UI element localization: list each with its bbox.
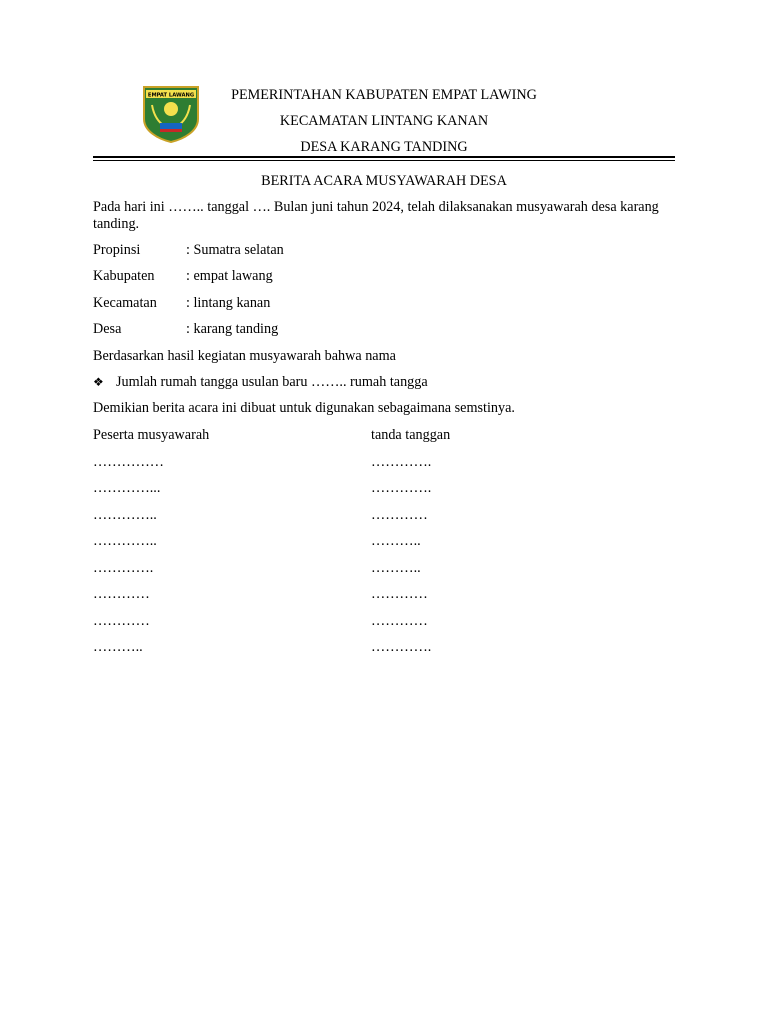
signature-line: …………. [371,480,432,496]
bullet-item: Jumlah rumah tangga usulan baru …….. rumah tangga [116,374,428,390]
field-value-province: : Sumatra selatan [186,242,284,258]
participant-line: ……….. [93,639,143,655]
intro-paragraph: Pada hari ini …….. tanggal …. Bulan juni tahun 2024, telah dilaksanakan musyawarah desa karang tanding. [93,199,659,232]
field-label-village: Desa [93,321,122,337]
closing-statement: Demikian berita acara ini dibuat untuk digunakan sebagaimana semstinya. [93,400,515,416]
field-label-district: Kecamatan [93,295,157,311]
logo-text: EMPAT LAWANG [147,92,195,99]
participant-line: ………… [93,586,150,602]
header-rule-thick [93,156,675,158]
field-value-regency: : empat lawang [186,268,273,284]
participant-line: …………… [93,454,164,470]
signature-line: ……….. [371,533,421,549]
signature-line: ………… [371,507,428,523]
header-district: KECAMATAN LINTANG KANAN [279,113,489,129]
header-village: DESA KARANG TANDING [300,139,468,155]
signature-line: ……….. [371,560,421,576]
participant-line: ………… [93,613,150,629]
signature-line: …………. [371,454,432,470]
participant-line: ………….. [93,533,157,549]
field-label-regency: Kabupaten [93,268,155,284]
basis-statement: Berdasarkan hasil kegiatan musyawarah bahwa nama [93,348,396,364]
signature-line: …………. [371,639,432,655]
field-value-village: : karang tanding [186,321,279,337]
field-value-district: : lintang kanan [186,295,271,311]
participant-line: ………….. [93,507,157,523]
participant-line: …………... [93,480,161,496]
participants-header: Peserta musyawarah [93,427,210,443]
signature-line: ………… [371,586,428,602]
diamond-bullet-icon: ❖ [93,375,104,389]
field-label-province: Propinsi [93,242,141,258]
signature-header: tanda tanggan [371,427,451,443]
participant-line: …………. [93,560,154,576]
document-title: BERITA ACARA MUSYAWARAH DESA [261,173,507,189]
header-rule-thin [93,160,675,161]
header-government: PEMERINTAHAN KABUPATEN EMPAT LAWING [231,87,537,103]
signature-line: ………… [371,613,428,629]
